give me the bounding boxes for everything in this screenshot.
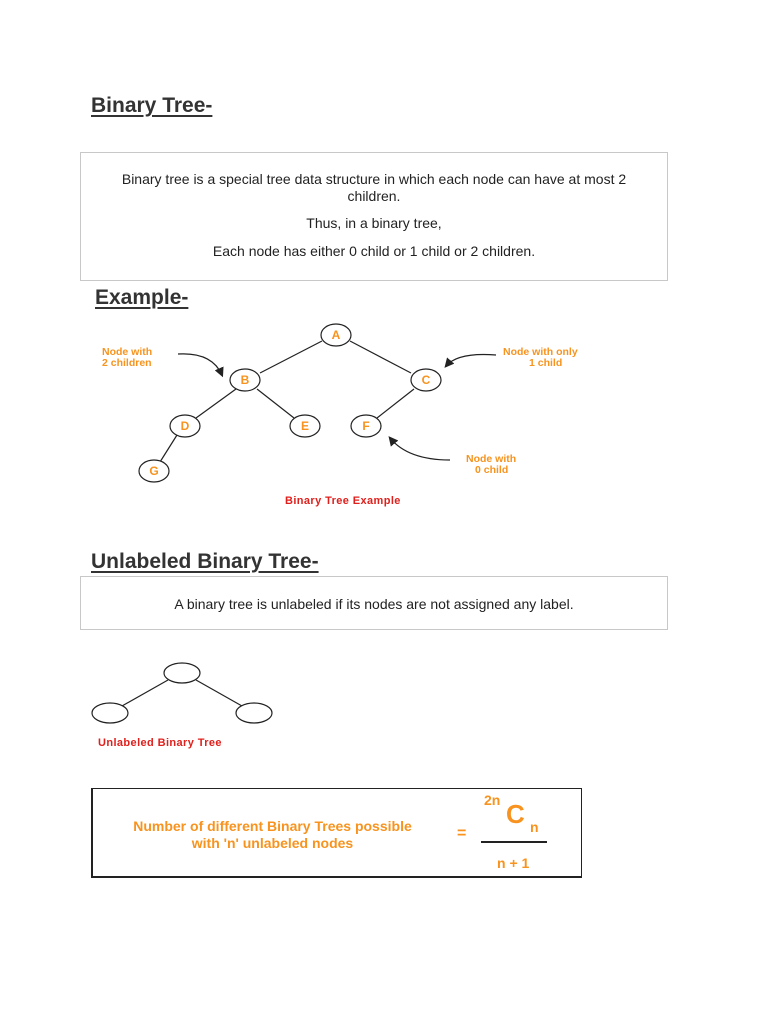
formula-description	[105, 818, 440, 852]
formula-numerator-main: C	[506, 799, 525, 829]
annotation-two-children-line2: 2 children	[102, 357, 152, 369]
unlabeled-binary-tree-heading: Unlabeled Binary Tree-	[91, 550, 319, 573]
formula-numerator-subscript: n	[530, 819, 539, 835]
binary-tree-example-caption: Binary Tree Example	[285, 495, 401, 507]
formula-text-line2: with 'n' unlabeled nodes	[191, 835, 354, 851]
formula-denominator: n + 1	[497, 855, 530, 871]
definition-line-1: Binary tree is a special tree data structure in which each node can have at most 2 children.	[121, 171, 627, 204]
formula-fraction-bar	[481, 841, 547, 843]
node-c-label: C	[421, 373, 431, 387]
node-a-label: A	[331, 328, 341, 342]
annotation-one-child-line2: 1 child	[529, 357, 563, 369]
node-g-label: G	[149, 464, 159, 478]
formula-numerator-superscript: 2n	[484, 792, 501, 808]
formula-text-line1: Number of different Binary Trees possible	[133, 818, 412, 834]
unlabeled-node-right	[236, 703, 272, 723]
formula-box	[91, 788, 582, 878]
definition-line-3: Each node has either 0 child or 1 child or 2 children.	[212, 243, 536, 259]
unlabeled-edge-left	[122, 680, 168, 706]
annotation-one-child-line1: Node with only	[503, 346, 578, 358]
unlabeled-node-root	[164, 663, 200, 683]
example-heading: Example-	[95, 286, 189, 309]
unlabeled-edge-right	[196, 680, 242, 706]
unlabeled-definition-text: A binary tree is unlabeled if its nodes are not assigned any label.	[174, 596, 574, 612]
formula-equals: =	[457, 825, 467, 842]
annotation-zero-child-line2: 0 child	[475, 464, 509, 476]
definition-line-2: Thus, in a binary tree,	[306, 215, 442, 231]
node-b-label: B	[240, 373, 250, 387]
unlabeled-tree-caption: Unlabeled Binary Tree	[98, 737, 222, 749]
node-d-label: D	[180, 419, 190, 433]
unlabeled-node-left	[92, 703, 128, 723]
node-e-label: E	[300, 419, 310, 433]
node-f-label: F	[362, 419, 370, 433]
binary-tree-heading: Binary Tree-	[91, 94, 213, 117]
annotation-zero-child-line1: Node with	[466, 453, 517, 465]
annotation-two-children-line1: Node with	[102, 346, 153, 358]
